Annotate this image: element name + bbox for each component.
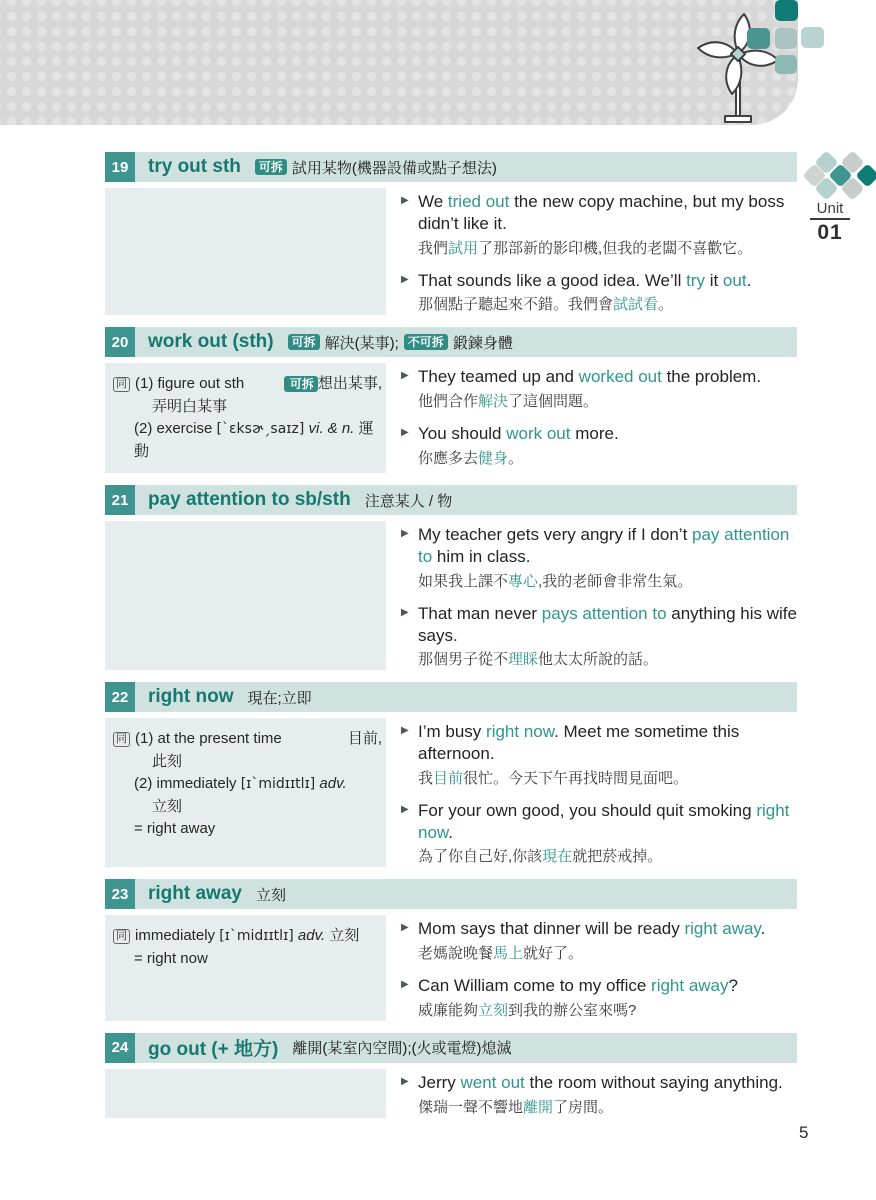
deco-square-gray	[775, 28, 797, 49]
unit-number: 01	[817, 221, 843, 244]
entry-number-badge: 20	[105, 327, 135, 357]
bullet-triangle-icon: ▶	[401, 273, 409, 285]
deco-square-soft	[775, 55, 797, 74]
phrase-entry	[105, 682, 797, 867]
note-text: 立刻	[152, 797, 183, 815]
phrase-entries-list	[105, 152, 797, 1130]
example-translation-zh: 如果我上課不專心,我的老師會非常生氣。	[418, 572, 693, 590]
highlighted-term: 離開	[523, 1098, 554, 1116]
highlighted-term: out	[722, 270, 747, 290]
entry-header	[105, 1033, 797, 1063]
phrase-entry	[105, 485, 797, 670]
highlighted-term: right away	[684, 919, 761, 939]
example-translation-zh: 那個點子聽起來不錯。我們會試試看。	[418, 296, 674, 314]
definition-text: 現在;立即	[247, 689, 312, 707]
entry-number-badge: 23	[105, 879, 135, 909]
bullet-triangle-icon: ▶	[401, 195, 409, 206]
example-translation-zh: 威廉能夠立刻到我的辦公室來嗎?	[418, 1001, 637, 1019]
phrase-entry	[105, 327, 797, 473]
note-text: 弄明白某事	[152, 397, 228, 415]
synonym-notes-box	[105, 915, 386, 1021]
synonym-notes-box	[105, 188, 386, 315]
entry-header	[105, 327, 797, 357]
example-translation-zh: 老媽說晚餐馬上就好了。	[418, 945, 584, 962]
example-translation-zh: 他們合作解決了這個問題。	[418, 393, 599, 410]
synonym-notes-box	[105, 521, 386, 670]
bullet-triangle-icon: ▶	[401, 979, 409, 990]
bullet-triangle-icon: ▶	[401, 803, 409, 815]
entry-number-badge: 19	[105, 152, 135, 182]
bullet-triangle-icon: ▶	[401, 370, 409, 382]
example-sentence-en: ▶ They teamed up and worked out the problem.	[401, 367, 762, 387]
examples-list	[401, 915, 797, 1021]
definition-text: 離開(某室內空間);(火或電燈)熄滅	[292, 1040, 512, 1058]
note-line	[113, 751, 382, 774]
definition-text: 注意某人 / 物	[364, 492, 453, 510]
highlighted-term: 專心	[508, 572, 539, 590]
definition-text: 鍛鍊身體	[452, 334, 513, 352]
entry-phrase: right now	[148, 686, 234, 708]
highlighted-term: pays attention to	[541, 603, 667, 623]
bullet-triangle-icon: ▶	[401, 528, 409, 540]
example-translation-zh: 我目前很忙。今天下午再找時間見面吧。	[418, 769, 689, 787]
entry-number-badge: 21	[105, 485, 135, 515]
unit-marker	[800, 150, 876, 260]
entry-body	[105, 521, 797, 670]
phrase-entry	[105, 879, 797, 1021]
highlighted-term: 理睬	[508, 651, 539, 669]
highlighted-term: tried out	[447, 192, 510, 211]
highlighted-term: went out	[460, 1072, 525, 1092]
example-sentence-en: ▶ You should work out more.	[401, 424, 619, 443]
highlighted-term: 試用	[448, 239, 479, 257]
entry-definition	[256, 884, 286, 905]
phrase-entry	[105, 1033, 797, 1118]
highlighted-term: 解決	[478, 393, 509, 410]
example-item	[401, 270, 797, 316]
highlighted-term: worked out	[578, 367, 662, 387]
deco-square-medium	[747, 28, 770, 49]
examples-list	[401, 363, 797, 473]
example-item	[401, 721, 797, 789]
note-text: (1) figure out sth	[135, 375, 245, 393]
example-item	[401, 603, 797, 671]
pos-abbreviation: adv.	[297, 927, 326, 945]
pos-abbreviation: adv.	[319, 775, 347, 793]
example-item	[401, 1072, 797, 1118]
highlighted-term: 健身	[478, 449, 509, 467]
entry-body	[105, 188, 797, 315]
example-translation-zh: 你應多去健身。	[418, 449, 524, 467]
note-line	[113, 373, 382, 396]
example-item	[401, 975, 797, 1021]
highlighted-term: 立刻	[478, 1001, 509, 1019]
entry-header	[105, 682, 797, 712]
note-text: 此刻	[152, 752, 183, 770]
entry-definition	[365, 490, 453, 511]
highlighted-term: 目前	[433, 769, 464, 787]
entry-definition	[247, 687, 311, 708]
synonym-notes-box	[105, 1069, 386, 1118]
example-sentence-en: ▶ Mom says that dinner will be ready right away.	[401, 919, 766, 939]
bullet-triangle-icon: ▶	[401, 606, 409, 618]
example-sentence-en: ▶ We tried out the new copy machine, but my boss didn’t like it.	[401, 192, 785, 233]
note-line	[113, 773, 382, 796]
entry-number-badge: 22	[105, 682, 135, 712]
example-translation-zh: 傑瑞一聲不響地離開了房間。	[418, 1098, 614, 1116]
example-translation-zh: 為了你自己好,你該現在就把菸戒掉。	[418, 848, 663, 866]
bullet-triangle-icon: ▶	[401, 922, 409, 934]
pos-abbreviation: vi. & n.	[308, 420, 355, 438]
deco-square-pale	[801, 27, 824, 48]
example-item	[401, 918, 797, 964]
note-line	[113, 396, 382, 419]
examples-list	[401, 1069, 797, 1118]
separability-tag: 可拆	[284, 376, 318, 392]
entry-header	[105, 152, 797, 182]
note-text: (2) exercise [ˋɛksɚˏsaɪz] vi. & n. 運動	[134, 420, 374, 460]
synonym-icon: 同	[113, 377, 130, 392]
example-translation-zh: 我們試用了那部新的影印機,但我的老闆不喜歡它。	[418, 239, 753, 257]
separability-tag: 不可拆	[404, 334, 448, 350]
highlighted-term: right now	[486, 722, 555, 742]
phonetic-transcription: [ˋɛksɚˏsaɪz]	[216, 421, 305, 438]
bullet-triangle-icon: ▶	[401, 1075, 409, 1087]
highlighted-term: 馬上	[493, 945, 524, 962]
synonym-icon: 同	[113, 732, 130, 747]
entry-definition	[288, 332, 513, 353]
example-item	[401, 423, 797, 469]
entry-header	[105, 485, 797, 515]
synonym-icon: 同	[113, 929, 130, 944]
example-translation-zh: 那個男子從不理睬他太太所說的話。	[418, 651, 659, 669]
deco-square-dark	[775, 0, 798, 21]
examples-list	[401, 188, 797, 315]
entry-body	[105, 363, 797, 473]
highlighted-term: work out	[506, 424, 571, 443]
entry-phrase: work out (sth)	[148, 331, 274, 353]
example-item	[401, 366, 797, 412]
example-sentence-en: ▶ Can William come to my office right away?	[401, 976, 738, 995]
entry-number-badge: 24	[105, 1033, 135, 1063]
entry-phrase: go out (+ 地方)	[148, 1039, 279, 1061]
highlighted-term: right now	[418, 800, 790, 842]
bullet-triangle-icon: ▶	[401, 427, 409, 438]
note-text: 想出某事,	[317, 375, 382, 393]
separability-tag: 可拆	[288, 334, 320, 350]
highlighted-term: try	[686, 270, 705, 290]
example-sentence-en: ▶ That man never pays attention to anything his wife says.	[401, 603, 797, 645]
definition-text: 解決(某事);	[324, 334, 399, 352]
entry-body	[105, 1069, 797, 1118]
example-sentence-en: ▶ Jerry went out the room without saying anything.	[401, 1072, 783, 1092]
note-line	[113, 796, 382, 819]
definition-text: 試用某物(機器設備或點子想法)	[291, 159, 497, 177]
entry-header	[105, 879, 797, 909]
highlighted-term: 現在	[542, 848, 573, 866]
unit-label: Unit	[810, 200, 850, 220]
synonym-notes-box	[105, 363, 386, 473]
note-line	[113, 728, 382, 751]
note-text: immediately [ɪˋmidɪɪtlɪ] adv. 立刻	[135, 927, 360, 945]
examples-list	[401, 718, 797, 867]
note-text: (1) at the present time	[135, 730, 282, 748]
phrase-entry	[105, 152, 797, 315]
entry-phrase: pay attention to sb/sth	[148, 489, 351, 511]
example-sentence-en: ▶ For your own good, you should quit smoking right now.	[401, 800, 790, 842]
entry-body	[105, 915, 797, 1021]
entry-definition	[255, 157, 497, 178]
separability-tag: 可拆	[255, 159, 287, 175]
note-line	[113, 925, 382, 948]
phonetic-transcription: [ɪˋmidɪɪtlɪ]	[219, 928, 294, 945]
example-sentence-en: ▶ I’m busy right now. Meet me sometime this afternoon.	[401, 722, 740, 763]
synonym-notes-box	[105, 718, 386, 867]
highlighted-term: right away	[651, 976, 729, 995]
note-line	[113, 948, 382, 971]
note-line	[113, 818, 382, 841]
highlighted-term: pay attention to	[418, 525, 790, 566]
highlighted-term: 試試看	[613, 296, 659, 314]
note-line	[113, 418, 382, 463]
entry-definition	[292, 1037, 511, 1058]
note-text: 目前,	[347, 730, 382, 748]
note-text: = right now	[134, 949, 208, 967]
example-item	[401, 191, 797, 259]
example-item	[401, 524, 797, 592]
page-number: 5	[799, 1123, 809, 1142]
example-item	[401, 800, 797, 868]
entry-phrase: right away	[148, 883, 242, 905]
example-sentence-en: ▶ That sounds like a good idea. We’ll try it out.	[401, 270, 752, 290]
pinwheel-icon	[692, 6, 784, 124]
note-text: = right away	[134, 820, 216, 838]
note-text: (2) immediately [ɪˋmidɪɪtlɪ] adv.	[134, 775, 347, 793]
examples-list	[401, 521, 797, 670]
header-banner	[0, 0, 798, 125]
definition-text: 立刻	[255, 886, 286, 904]
example-sentence-en: ▶ My teacher gets very angry if I don’t pay attention to him in class.	[401, 525, 790, 566]
phonetic-transcription: [ɪˋmidɪɪtlɪ]	[240, 776, 316, 793]
bullet-triangle-icon: ▶	[401, 725, 409, 737]
entry-body	[105, 718, 797, 867]
entry-phrase: try out sth	[148, 156, 241, 177]
